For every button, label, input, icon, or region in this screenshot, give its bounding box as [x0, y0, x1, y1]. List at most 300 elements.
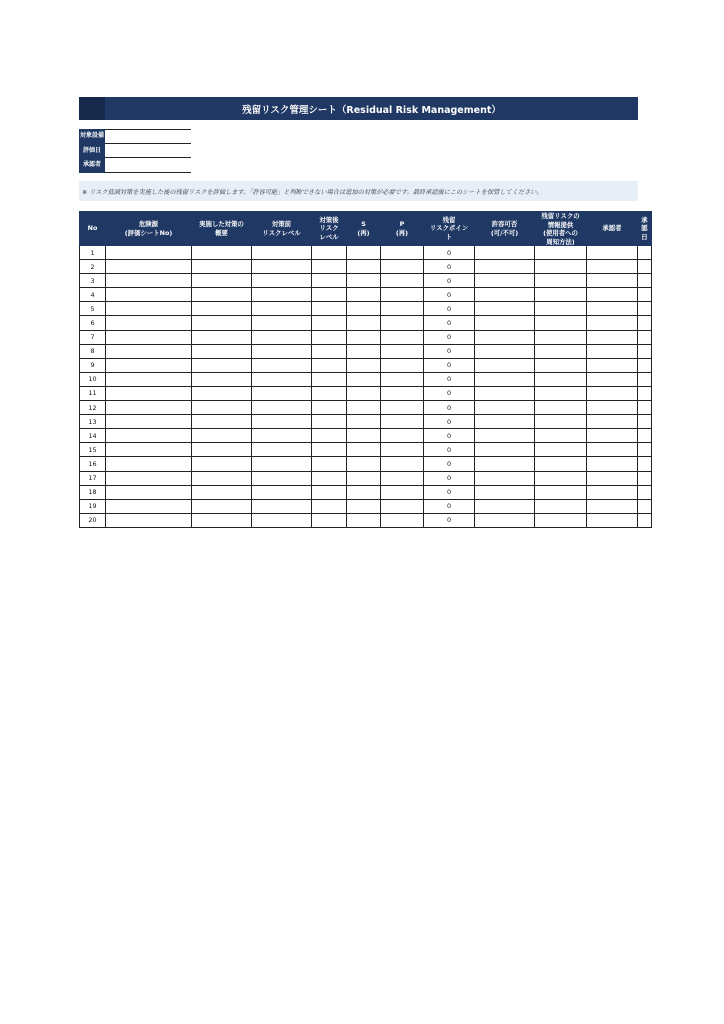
row-number: 12	[80, 401, 106, 415]
column-header-label: 残留 リスクポイン ト	[429, 215, 469, 241]
input-cell[interactable]	[312, 302, 347, 316]
input-cell[interactable]	[381, 457, 424, 471]
input-cell[interactable]	[638, 401, 652, 415]
input-cell[interactable]	[192, 288, 252, 302]
input-cell[interactable]	[252, 457, 312, 471]
input-cell[interactable]	[347, 415, 381, 429]
row-number: 15	[80, 443, 106, 457]
table-row	[80, 260, 652, 274]
input-cell[interactable]	[192, 260, 252, 274]
row-number: 5	[80, 302, 106, 316]
input-cell[interactable]	[347, 344, 381, 358]
input-cell[interactable]	[535, 260, 587, 274]
residual-risk-point-cell: 0	[424, 372, 475, 386]
input-cell[interactable]	[475, 274, 535, 288]
residual-risk-point-cell: 0	[424, 415, 475, 429]
input-cell[interactable]	[475, 358, 535, 372]
table-row	[80, 415, 652, 429]
residual-risk-point-cell: 0	[424, 485, 475, 499]
input-cell[interactable]	[587, 443, 638, 457]
input-cell[interactable]	[252, 386, 312, 400]
input-cell[interactable]	[475, 386, 535, 400]
input-cell[interactable]	[347, 386, 381, 400]
input-cell[interactable]	[192, 513, 252, 527]
table-row	[80, 471, 652, 485]
input-cell[interactable]	[638, 330, 652, 344]
instruction-note	[79, 181, 638, 201]
input-cell[interactable]	[638, 386, 652, 400]
input-cell[interactable]	[106, 415, 192, 429]
input-cell[interactable]	[347, 260, 381, 274]
input-cell[interactable]	[587, 457, 638, 471]
row-number: 18	[80, 485, 106, 499]
input-cell[interactable]	[381, 429, 424, 443]
input-cell[interactable]	[106, 372, 192, 386]
input-cell[interactable]	[192, 443, 252, 457]
input-cell[interactable]	[312, 471, 347, 485]
input-cell[interactable]	[475, 260, 535, 274]
residual-risk-point-cell: 0	[424, 386, 475, 400]
input-cell[interactable]	[475, 513, 535, 527]
input-cell[interactable]	[587, 372, 638, 386]
input-cell[interactable]	[535, 274, 587, 288]
sheet-title-bar	[79, 97, 638, 120]
input-cell[interactable]	[535, 429, 587, 443]
input-cell[interactable]	[475, 288, 535, 302]
input-cell[interactable]	[312, 372, 347, 386]
input-cell[interactable]	[106, 457, 192, 471]
row-number: 19	[80, 499, 106, 513]
input-cell[interactable]	[252, 316, 312, 330]
input-cell[interactable]	[347, 316, 381, 330]
table-row	[80, 316, 652, 330]
input-cell[interactable]	[106, 386, 192, 400]
input-cell[interactable]	[475, 302, 535, 316]
column-header-label: 実施した対策の 概要	[199, 220, 244, 237]
input-cell[interactable]	[587, 386, 638, 400]
meta-row-approver	[79, 158, 191, 173]
input-cell[interactable]	[535, 372, 587, 386]
input-cell[interactable]	[587, 429, 638, 443]
input-cell[interactable]	[192, 457, 252, 471]
input-cell[interactable]	[192, 246, 252, 260]
table-row	[80, 513, 652, 527]
input-cell[interactable]	[106, 344, 192, 358]
input-cell[interactable]	[347, 358, 381, 372]
row-number: 16	[80, 457, 106, 471]
row-number: 13	[80, 415, 106, 429]
row-number: 10	[80, 372, 106, 386]
input-cell[interactable]	[535, 457, 587, 471]
table-row	[80, 358, 652, 372]
input-cell[interactable]	[192, 302, 252, 316]
table-row	[80, 344, 652, 358]
input-cell[interactable]	[106, 330, 192, 344]
meta-row-target	[79, 129, 191, 144]
input-cell[interactable]	[252, 358, 312, 372]
input-cell[interactable]	[475, 499, 535, 513]
input-cell[interactable]	[587, 485, 638, 499]
column-header-label: 対策後 リスク レベル	[319, 215, 339, 241]
input-cell[interactable]	[587, 274, 638, 288]
input-cell[interactable]	[475, 429, 535, 443]
input-cell[interactable]	[192, 499, 252, 513]
input-cell[interactable]	[475, 372, 535, 386]
column-header-label: 対策前 リスクレベル	[262, 220, 301, 237]
column-header	[192, 212, 252, 246]
input-cell[interactable]	[535, 246, 587, 260]
table-row	[80, 499, 652, 513]
input-cell[interactable]	[106, 316, 192, 330]
input-cell[interactable]	[638, 260, 652, 274]
meta-row-date	[79, 144, 191, 159]
input-cell[interactable]	[638, 288, 652, 302]
input-cell[interactable]	[381, 288, 424, 302]
input-cell[interactable]	[312, 429, 347, 443]
meta-field-date[interactable]	[105, 144, 191, 159]
input-cell[interactable]	[535, 485, 587, 499]
input-cell[interactable]	[638, 457, 652, 471]
input-cell[interactable]	[252, 260, 312, 274]
input-cell[interactable]	[106, 358, 192, 372]
meta-label-approver: 承認者	[79, 158, 105, 173]
input-cell[interactable]	[638, 316, 652, 330]
input-cell[interactable]	[381, 372, 424, 386]
input-cell[interactable]	[535, 443, 587, 457]
input-cell[interactable]	[638, 499, 652, 513]
residual-risk-table	[79, 211, 652, 528]
column-header	[638, 212, 652, 246]
input-cell[interactable]	[312, 513, 347, 527]
input-cell[interactable]	[312, 485, 347, 499]
input-cell[interactable]	[638, 358, 652, 372]
residual-risk-point-cell: 0	[424, 288, 475, 302]
input-cell[interactable]	[587, 330, 638, 344]
input-cell[interactable]	[475, 316, 535, 330]
input-cell[interactable]	[381, 485, 424, 499]
input-cell[interactable]	[535, 471, 587, 485]
input-cell[interactable]	[192, 471, 252, 485]
table-row	[80, 302, 652, 316]
residual-risk-point-cell: 0	[424, 499, 475, 513]
input-cell[interactable]	[381, 344, 424, 358]
input-cell[interactable]	[638, 274, 652, 288]
column-header	[424, 212, 475, 246]
row-number: 6	[80, 316, 106, 330]
input-cell[interactable]	[192, 415, 252, 429]
row-number: 1	[80, 246, 106, 260]
residual-risk-point-cell: 0	[424, 330, 475, 344]
table-header-row	[80, 212, 652, 246]
input-cell[interactable]	[106, 260, 192, 274]
input-cell[interactable]	[587, 344, 638, 358]
sheet-title: 残留リスク管理シート（Residual Risk Management）	[242, 104, 501, 116]
input-cell[interactable]	[475, 246, 535, 260]
input-cell[interactable]	[535, 415, 587, 429]
input-cell[interactable]	[312, 344, 347, 358]
input-cell[interactable]	[347, 471, 381, 485]
input-cell[interactable]	[638, 372, 652, 386]
input-cell[interactable]	[381, 443, 424, 457]
table-row	[80, 401, 652, 415]
residual-risk-point-cell: 0	[424, 358, 475, 372]
column-header-label: 危険源 (評価シートNo)	[124, 220, 173, 237]
input-cell[interactable]	[381, 386, 424, 400]
input-cell[interactable]	[475, 401, 535, 415]
input-cell[interactable]	[347, 513, 381, 527]
row-number: 3	[80, 274, 106, 288]
residual-risk-point-cell: 0	[424, 513, 475, 527]
input-cell[interactable]	[106, 429, 192, 443]
input-cell[interactable]	[192, 485, 252, 499]
column-header-label: No	[87, 224, 98, 233]
input-cell[interactable]	[192, 386, 252, 400]
input-cell[interactable]	[381, 330, 424, 344]
input-cell[interactable]	[312, 288, 347, 302]
table-row	[80, 457, 652, 471]
input-cell[interactable]	[381, 274, 424, 288]
input-cell[interactable]	[587, 316, 638, 330]
input-cell[interactable]	[106, 274, 192, 288]
column-header-label: S (再)	[357, 220, 370, 237]
column-header	[347, 212, 381, 246]
input-cell[interactable]	[312, 246, 347, 260]
input-cell[interactable]	[106, 499, 192, 513]
instruction-note-text: ※ リスク低減対策を実施した後の残留リスクを評価します。「許容可能」と判断できない場合は追加の対策が必要です。最終承認後にこのシートを保管してください。	[82, 188, 543, 196]
input-cell[interactable]	[475, 471, 535, 485]
input-cell[interactable]	[587, 246, 638, 260]
input-cell[interactable]	[638, 429, 652, 443]
input-cell[interactable]	[252, 513, 312, 527]
input-cell[interactable]	[535, 358, 587, 372]
input-cell[interactable]	[192, 358, 252, 372]
table-row	[80, 443, 652, 457]
input-cell[interactable]	[192, 372, 252, 386]
input-cell[interactable]	[252, 429, 312, 443]
input-cell[interactable]	[347, 288, 381, 302]
title-bar-lead	[79, 97, 105, 120]
input-cell[interactable]	[587, 499, 638, 513]
table-row	[80, 386, 652, 400]
input-cell[interactable]	[252, 288, 312, 302]
input-cell[interactable]	[535, 302, 587, 316]
input-cell[interactable]	[381, 246, 424, 260]
input-cell[interactable]	[312, 330, 347, 344]
column-header	[312, 212, 347, 246]
input-cell[interactable]	[312, 274, 347, 288]
table-row	[80, 330, 652, 344]
residual-risk-point-cell: 0	[424, 274, 475, 288]
input-cell[interactable]	[587, 415, 638, 429]
input-cell[interactable]	[381, 302, 424, 316]
input-cell[interactable]	[192, 316, 252, 330]
input-cell[interactable]	[106, 246, 192, 260]
input-cell[interactable]	[475, 415, 535, 429]
column-header-label: 承認者	[602, 224, 622, 233]
input-cell[interactable]	[475, 443, 535, 457]
column-header	[252, 212, 312, 246]
input-cell[interactable]	[106, 401, 192, 415]
column-header	[475, 212, 535, 246]
input-cell[interactable]	[638, 443, 652, 457]
input-cell[interactable]	[347, 401, 381, 415]
input-cell[interactable]	[347, 429, 381, 443]
input-cell[interactable]	[192, 330, 252, 344]
column-header	[106, 212, 192, 246]
meta-label-target: 対象設備	[79, 129, 105, 144]
input-cell[interactable]	[638, 246, 652, 260]
row-number: 14	[80, 429, 106, 443]
input-cell[interactable]	[475, 457, 535, 471]
column-header-label: 許容可否 (可/不可)	[490, 220, 519, 237]
input-cell[interactable]	[347, 330, 381, 344]
input-cell[interactable]	[587, 288, 638, 302]
input-cell[interactable]	[381, 471, 424, 485]
column-header-label: 承 認 日	[641, 215, 648, 241]
column-header	[381, 212, 424, 246]
table-row	[80, 288, 652, 302]
input-cell[interactable]	[381, 499, 424, 513]
residual-risk-point-cell: 0	[424, 429, 475, 443]
input-cell[interactable]	[106, 471, 192, 485]
input-cell[interactable]	[381, 513, 424, 527]
input-cell[interactable]	[347, 246, 381, 260]
input-cell[interactable]	[381, 316, 424, 330]
input-cell[interactable]	[192, 401, 252, 415]
input-cell[interactable]	[312, 443, 347, 457]
input-cell[interactable]	[106, 443, 192, 457]
input-cell[interactable]	[252, 344, 312, 358]
input-cell[interactable]	[106, 513, 192, 527]
column-header-label: 残留リスクの 情報提供 (使用者への 周知方法)	[541, 212, 580, 245]
input-cell[interactable]	[312, 415, 347, 429]
table-row	[80, 246, 652, 260]
input-cell[interactable]	[312, 358, 347, 372]
residual-risk-point-cell: 0	[424, 443, 475, 457]
row-number: 20	[80, 513, 106, 527]
input-cell[interactable]	[252, 415, 312, 429]
column-header	[535, 212, 587, 246]
input-cell[interactable]	[252, 401, 312, 415]
meta-label-date: 評価日	[79, 144, 105, 159]
input-cell[interactable]	[252, 471, 312, 485]
meta-section	[79, 129, 191, 173]
input-cell[interactable]	[192, 344, 252, 358]
input-cell[interactable]	[535, 330, 587, 344]
residual-risk-point-cell: 0	[424, 246, 475, 260]
meta-field-approver[interactable]	[105, 158, 191, 173]
input-cell[interactable]	[347, 499, 381, 513]
input-cell[interactable]	[252, 499, 312, 513]
input-cell[interactable]	[638, 471, 652, 485]
input-cell[interactable]	[535, 401, 587, 415]
residual-risk-point-cell: 0	[424, 316, 475, 330]
input-cell[interactable]	[252, 302, 312, 316]
row-number: 7	[80, 330, 106, 344]
input-cell[interactable]	[638, 302, 652, 316]
input-cell[interactable]	[535, 513, 587, 527]
input-cell[interactable]	[638, 415, 652, 429]
input-cell[interactable]	[252, 372, 312, 386]
residual-risk-point-cell: 0	[424, 260, 475, 274]
input-cell[interactable]	[475, 344, 535, 358]
column-header	[587, 212, 638, 246]
input-cell[interactable]	[106, 485, 192, 499]
row-number: 17	[80, 471, 106, 485]
residual-risk-point-cell: 0	[424, 401, 475, 415]
table-row	[80, 485, 652, 499]
column-header	[80, 212, 106, 246]
row-number: 9	[80, 358, 106, 372]
input-cell[interactable]	[252, 274, 312, 288]
input-cell[interactable]	[638, 513, 652, 527]
residual-risk-point-cell: 0	[424, 344, 475, 358]
input-cell[interactable]	[312, 401, 347, 415]
row-number: 4	[80, 288, 106, 302]
input-cell[interactable]	[312, 499, 347, 513]
row-number: 11	[80, 386, 106, 400]
input-cell[interactable]	[587, 260, 638, 274]
input-cell[interactable]	[192, 274, 252, 288]
input-cell[interactable]	[381, 358, 424, 372]
input-cell[interactable]	[347, 372, 381, 386]
input-cell[interactable]	[312, 316, 347, 330]
input-cell[interactable]	[312, 386, 347, 400]
input-cell[interactable]	[587, 302, 638, 316]
table-row	[80, 429, 652, 443]
input-cell[interactable]	[347, 485, 381, 499]
input-cell[interactable]	[587, 471, 638, 485]
input-cell[interactable]	[347, 302, 381, 316]
input-cell[interactable]	[312, 260, 347, 274]
input-cell[interactable]	[638, 485, 652, 499]
input-cell[interactable]	[347, 274, 381, 288]
input-cell[interactable]	[587, 358, 638, 372]
input-cell[interactable]	[535, 288, 587, 302]
input-cell[interactable]	[535, 316, 587, 330]
input-cell[interactable]	[535, 499, 587, 513]
input-cell[interactable]	[347, 457, 381, 471]
input-cell[interactable]	[381, 260, 424, 274]
input-cell[interactable]	[252, 246, 312, 260]
input-cell[interactable]	[252, 330, 312, 344]
input-cell[interactable]	[347, 443, 381, 457]
meta-field-target[interactable]	[105, 129, 191, 144]
column-header-label: P (再)	[395, 220, 409, 237]
residual-risk-point-cell: 0	[424, 302, 475, 316]
row-number: 8	[80, 344, 106, 358]
input-cell[interactable]	[535, 344, 587, 358]
input-cell[interactable]	[381, 401, 424, 415]
input-cell[interactable]	[312, 457, 347, 471]
input-cell[interactable]	[638, 344, 652, 358]
input-cell[interactable]	[106, 302, 192, 316]
input-cell[interactable]	[475, 330, 535, 344]
input-cell[interactable]	[252, 443, 312, 457]
input-cell[interactable]	[106, 288, 192, 302]
input-cell[interactable]	[252, 485, 312, 499]
input-cell[interactable]	[587, 401, 638, 415]
input-cell[interactable]	[535, 386, 587, 400]
table-row	[80, 274, 652, 288]
row-number: 2	[80, 260, 106, 274]
table-body	[80, 246, 652, 528]
input-cell[interactable]	[381, 415, 424, 429]
input-cell[interactable]	[587, 513, 638, 527]
table-row	[80, 372, 652, 386]
input-cell[interactable]	[475, 485, 535, 499]
input-cell[interactable]	[192, 429, 252, 443]
